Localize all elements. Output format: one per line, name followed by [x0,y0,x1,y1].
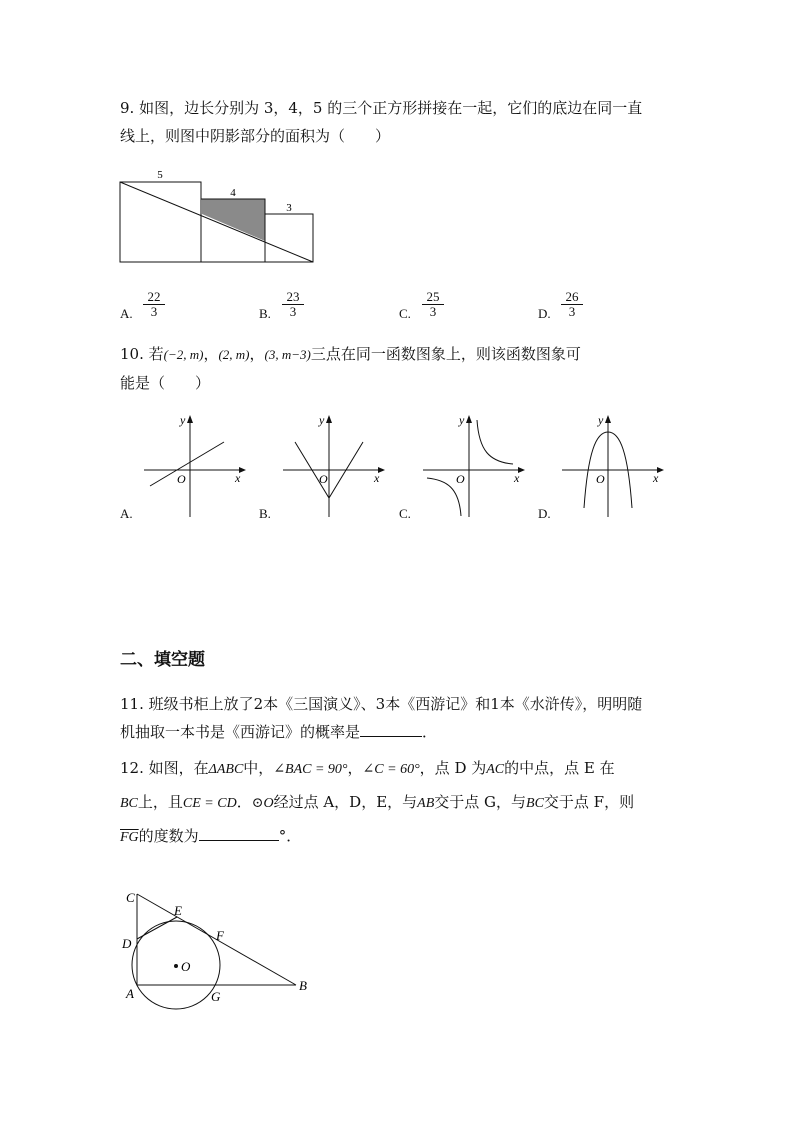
q12-line3 [120,820,680,854]
q12-l2f: 交于点 F，则 [543,793,635,811]
q12-l1a: 12. 如图，在 [120,759,209,777]
q10-text [120,340,680,397]
q10-point1: (−2, m) [163,347,204,362]
q12-line2 [120,786,680,820]
q9-label-3: 3 [286,202,292,214]
q12-ab: AB [417,796,435,811]
q9-option-d-num: 26 [561,290,583,305]
q9-option-b-num: 23 [282,290,304,305]
q10-a-origin: O [177,472,186,486]
q9-square-5 [120,182,201,262]
q9-option-d-den: 3 [568,304,576,319]
q12-l3b: °． [278,827,302,845]
q10-graph-b [279,412,389,520]
q10-d-x-label: x [653,471,659,485]
q12-label-g: G [211,989,221,1004]
q10-d-origin: O [596,472,605,486]
q10-a-y-label: y [180,413,186,427]
q10-option-c: C. [399,506,411,521]
q11-line2: 机抽取一本书是《西游记》的概率是 [120,723,361,741]
q10-sep1: ， [203,345,219,363]
q10-c-y-label: y [459,413,465,427]
q12-l2d: 经过点 A，D，E，与 [273,793,418,811]
q12-angle-c: ∠C = 60° [362,762,420,777]
q9-option-b-den: 3 [289,304,297,319]
q10-b-x-label: x [374,471,380,485]
q10-point3: (3, m−3) [264,347,311,362]
section2-title: 二、填空题 [120,650,205,670]
q12-triangle: ΔABC [208,762,244,777]
q10-graph-c [419,412,529,520]
q9-option-c-frac [422,290,444,319]
q9-option-a-letter: A. [120,306,133,321]
q12-figure [118,882,318,1012]
q10-point2: (2, m) [218,347,250,362]
q9-option-b-letter: B. [259,306,271,321]
q12-l1d: ，点 D 为 [419,759,487,777]
q9-text [120,94,680,150]
q10-d-y-label: y [598,413,604,427]
q9-square-3 [265,214,313,262]
q12-bc-1: BC [120,796,138,811]
q12-ac: AC [486,762,505,777]
q10-sep2: ， [249,345,265,363]
q9-line2: 线上，则图中阴影部分的面积为（ ） [120,127,391,145]
q9-option-d-letter: D. [538,306,551,321]
q9-option-a-den: 3 [150,304,158,319]
q10-line2: 能是（ ） [120,374,211,392]
q9-option-c-den: 3 [429,304,437,319]
q11-line1: 11. 班级书柜上放了2本《三国演义》、3本《西游记》和1本《水浒传》，明明随 [120,695,643,713]
q12-bc-2: BC [526,796,544,811]
q12-l3a: 的度数为 [138,827,199,845]
q10-c-origin: O [456,472,465,486]
q10-line1 [120,340,680,369]
q9-diagonal [120,182,313,262]
q12-label-a: A [126,986,134,1001]
q12-line1 [120,752,680,786]
q12-label-d: D [122,936,132,951]
q10-option-b: B. [259,506,271,521]
q12-l1b: 中， [243,759,274,777]
q9-option-c-num: 25 [422,290,444,305]
q10-graph-d [558,412,668,520]
q11-answer-blank[interactable] [360,736,422,737]
q10-option-a: A. [120,506,133,521]
q10-a-x-label: x [235,471,241,485]
q10-a-line [150,442,224,486]
q9-label-4: 4 [230,187,236,199]
q9-option-d-frac [561,290,583,319]
q12-label-b: B [299,978,307,993]
q10-option-d: D. [538,506,551,521]
q12-arc-fg: $\overline{FG}$ [120,830,139,845]
q11-line2-wrap: 机抽取一本书是《西游记》的概率是 ． [120,723,438,741]
q12-center-point [174,964,178,968]
q10-suffix: 三点在同一函数图象上，则该函数图象可 [310,345,581,363]
q12-l2c: ． [236,793,252,811]
q10-c-x-label: x [514,471,520,485]
q9-option-c-letter: C. [399,306,411,321]
q12-l2b: 上，且 [137,793,183,811]
q10-b-origin: O [319,472,328,486]
q10-prefix: 10. 若 [120,345,164,363]
q12-ce-eq-cd: CE = CD [182,796,237,811]
q10-graph-a [140,412,250,520]
q12-angle-bac: ∠BAC = 90° [273,762,348,777]
q12-label-c: C [126,890,135,905]
q9-option-a-frac [143,290,165,319]
q9-label-5: 5 [157,169,163,181]
q10-b-y-label: y [319,413,325,427]
q12-answer-blank[interactable] [199,840,279,841]
q12-l1c: ， [347,759,363,777]
q12-l2e: 交于点 G，与 [434,793,527,811]
q9-option-a-num: 22 [143,290,165,305]
q9-line1: 9. 如图，边长分别为 3，4，5 的三个正方形拼接在一起，它们的底边在同一直 [120,99,643,117]
q12-segment-de [137,917,177,939]
q12-label-e: E [174,903,182,918]
q12-text [120,752,680,854]
q12-l1e: 的中点，点 E 在 [504,759,615,777]
q9-figure [112,160,322,270]
q10-c-hyperbola-q1 [477,420,513,464]
q11-text [120,690,680,746]
q12-label-f: F [216,928,224,943]
q12-circle-o: ⊙O [251,796,274,811]
q12-label-o: O [181,959,191,974]
q9-option-b-frac [282,290,304,319]
